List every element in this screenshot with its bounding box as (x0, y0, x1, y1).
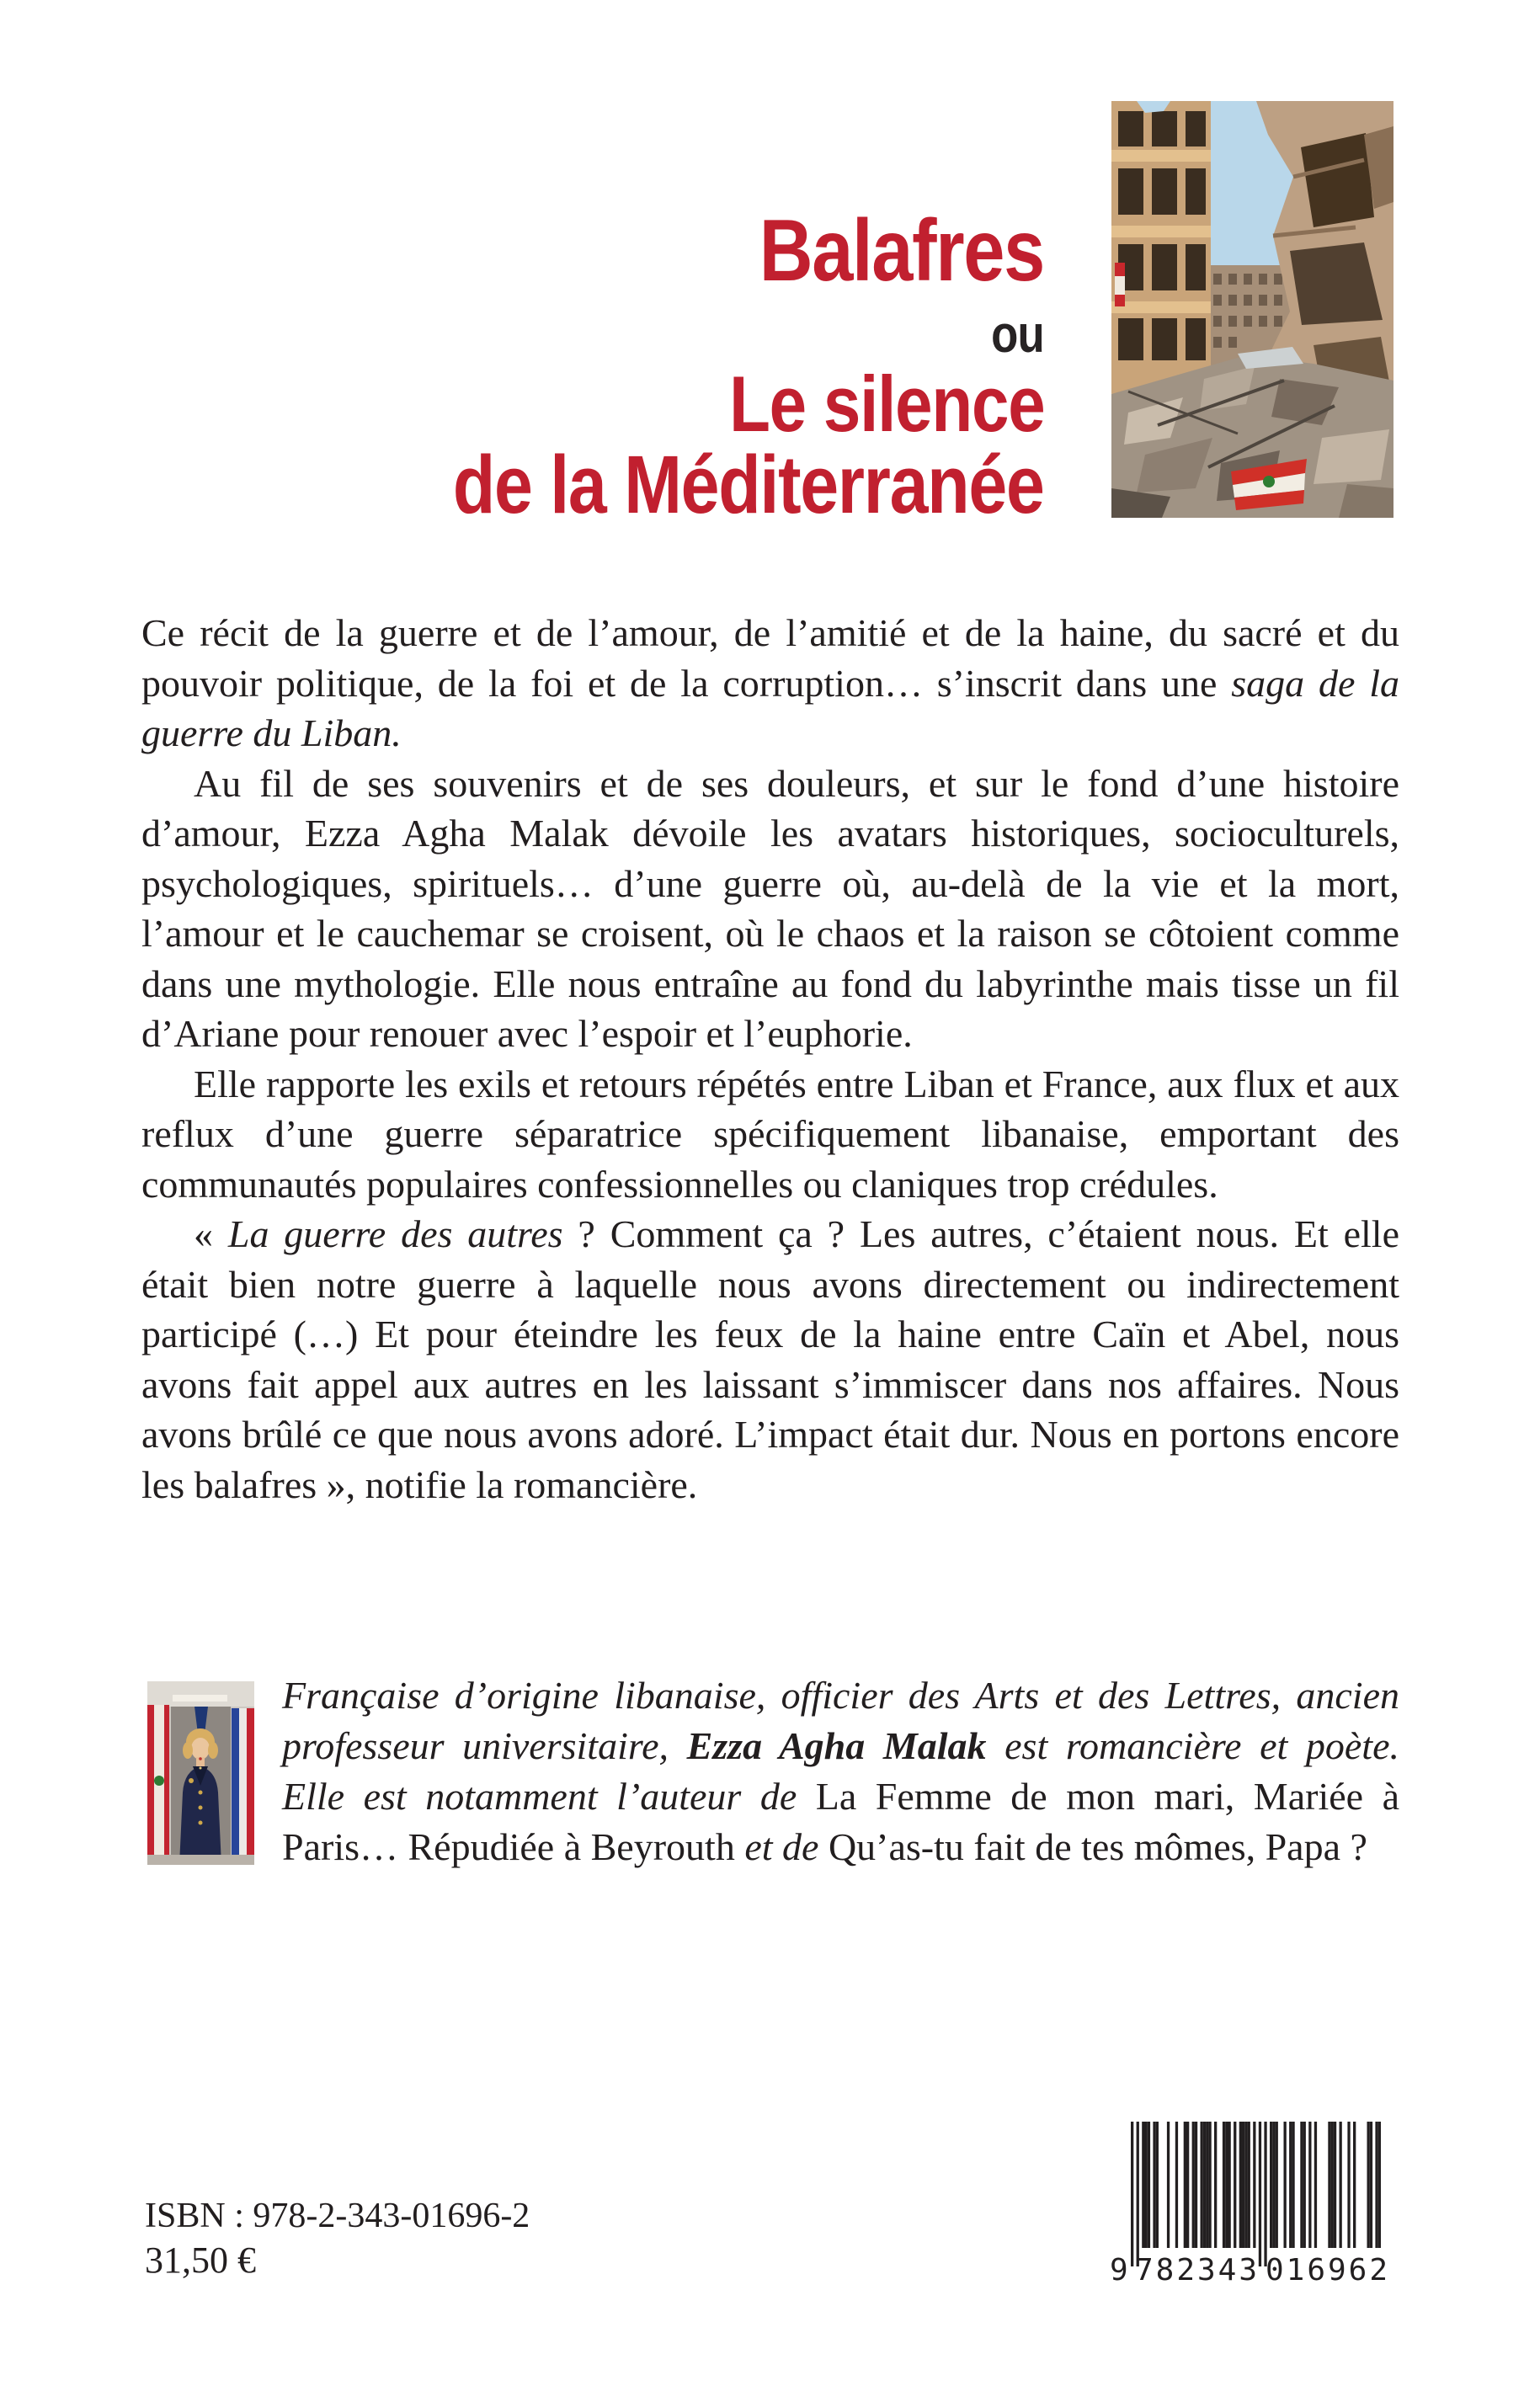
synopsis-paragraph (141, 1209, 1399, 1510)
text-segment: Elle rapporte les exils et retours répétés entre Liban et France, aux flux et aux reflux d’une guerre séparatrice spécifiquement libanaise, emportant des communautés populaires confessionnelles ou claniques trop crédules. (141, 1062, 1399, 1206)
text-segment: Française d’origine libanaise, officier des Arts et des Lettres, ancien professeur universitaire, (282, 1674, 1399, 1767)
text-segment: saga de la guerre du Liban. (141, 661, 1399, 754)
author-photo (147, 1681, 254, 1865)
author-figure (179, 1728, 221, 1865)
book-subtitle-line2: de la Méditerranée (453, 439, 1044, 530)
author-photo-illustration (147, 1681, 254, 1865)
text-segment: est romancière et poète. Elle est notamment l’auteur de (282, 1724, 1399, 1818)
author-bio (282, 1670, 1399, 1872)
text-segment: Ezza Agha Malak (686, 1724, 987, 1767)
barcode-bars (1131, 2122, 1381, 2266)
barcode-digits-left: 782343 (1134, 2253, 1260, 2286)
synopsis-paragraph (141, 608, 1399, 759)
text-segment: ? Comment ça ? Les autres, c’étaient nous. Et elle était bien notre guerre à laquelle nous avons directement ou indirectement participé (…) Et pour éteindre les feux de la haine entre Caïn et Abel, nous avons fait appel aux autres en les laissant s’immiscer dans nos affaires. Nous avons brûlé ce que nous avons adoré. L’impact était dur. Nous en portons encore les balafres », notifie la romancière. (141, 1212, 1399, 1506)
text-segment: et de (734, 1825, 829, 1868)
cover-photo-illustration (1111, 101, 1393, 518)
synopsis-paragraph (141, 1059, 1399, 1210)
cover-photo (1111, 101, 1393, 518)
barcode-digits-right: 016962 (1265, 2253, 1391, 2286)
text-segment: Au fil de ses souvenirs et de ses douleurs, et sur le fond d’une histoire d’amour, Ezza Agha Malak dévoile les avatars historiques, socioculturels, psychologiques, spirituels… d’une guerre où, au-delà de la vie et la mort, l’amour et le cauchemar se croisent, où le chaos et la raison se côtoient comme dans une mythologie. Elle nous entraîne au fond du labyrinthe mais tisse un fil d’Ariane pour renouer avec l’espoir et l’euphorie. (141, 761, 1399, 1055)
text-segment: Ce récit de la guerre et de l’amour, de l’amitié et de la haine, du sacré et du pouvoir politique, de la foi et de la corruption… s’inscrit dans une (141, 611, 1399, 705)
text-segment: « (194, 1212, 228, 1255)
barcode (1108, 2122, 1399, 2286)
text-segment: La guerre des autres (227, 1212, 563, 1255)
french-flag (232, 1708, 254, 1858)
book-title: Balafres (759, 202, 1044, 300)
isbn-text: ISBN : 978-2-343-01696-2 (145, 2197, 530, 2235)
text-segment: Qu’as-tu fait de tes mômes, Papa ? (828, 1825, 1367, 1868)
barcode-digit-first: 9 (1110, 2253, 1128, 2286)
synopsis (141, 608, 1399, 1510)
synopsis-paragraph (141, 759, 1399, 1059)
price-text: 31,50 € (145, 2240, 256, 2281)
book-subtitle-line1: Le silence (728, 359, 1044, 448)
text-segment: La Femme de mon mari, Mariée à Paris… Répudiée à Beyrouth (282, 1775, 1399, 1868)
title-connector: ou (991, 306, 1044, 364)
lebanese-flag (147, 1705, 169, 1858)
small-lebanese-flag (1115, 263, 1125, 306)
